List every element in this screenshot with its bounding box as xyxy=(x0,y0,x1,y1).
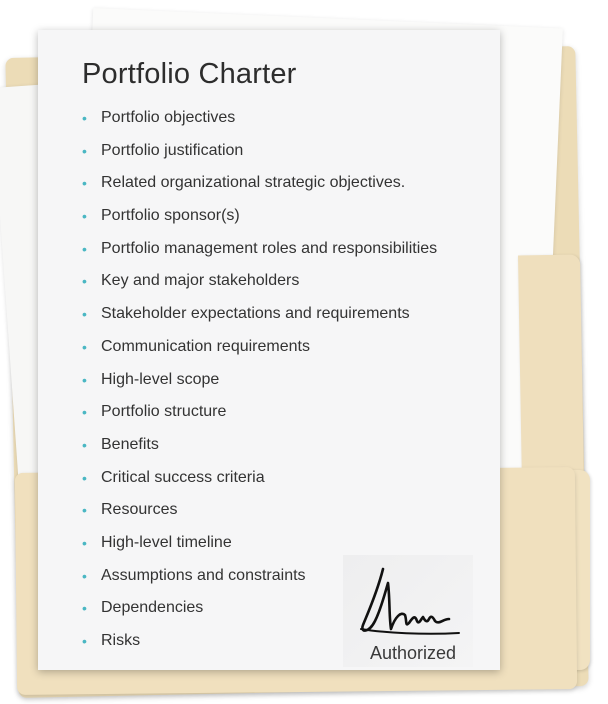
bullet-icon: • xyxy=(82,142,87,159)
bullet-icon: • xyxy=(82,633,87,649)
list-item xyxy=(82,302,437,335)
signature-icon xyxy=(355,563,465,643)
authorized-label: Authorized xyxy=(370,643,457,663)
bullet-icon: • xyxy=(82,436,87,453)
list-item-label: Risks xyxy=(101,632,141,649)
list-item xyxy=(82,237,437,270)
list-item-label: Related organizational strategic objectives. xyxy=(101,174,406,192)
bullet-icon: • xyxy=(82,469,87,486)
list-item xyxy=(82,498,437,531)
bullet-icon: • xyxy=(82,371,87,388)
list-item-label: Portfolio structure xyxy=(101,403,227,421)
bullet-icon: • xyxy=(82,567,87,584)
page-title: Portfolio Charter xyxy=(82,58,297,90)
bullet-icon: • xyxy=(82,273,87,290)
list-item-label: Key and major stakeholders xyxy=(101,272,300,290)
list-item-label: Benefits xyxy=(101,435,159,453)
list-item xyxy=(82,106,437,139)
bullet-icon: • xyxy=(82,175,87,192)
list-item-label: Portfolio objectives xyxy=(101,109,236,126)
list-item xyxy=(82,171,437,204)
list-item-label: Assumptions and constraints xyxy=(101,566,306,584)
list-item-label: Portfolio management roles and responsibilities xyxy=(101,239,438,257)
list-item xyxy=(82,335,437,368)
bullet-icon: • xyxy=(82,338,87,355)
list-item xyxy=(82,139,437,172)
list-item-label: Portfolio sponsor(s) xyxy=(101,207,240,225)
list-item xyxy=(82,368,437,401)
list-item xyxy=(82,400,437,433)
list-item xyxy=(82,433,437,466)
list-item-label: High-level timeline xyxy=(101,533,232,551)
folder-tab xyxy=(518,254,584,485)
bullet-icon: • xyxy=(82,502,87,519)
bullet-icon: • xyxy=(82,534,87,551)
bullet-icon: • xyxy=(82,208,87,225)
list-item-label: Resources xyxy=(101,501,178,519)
list-item-label: High-level scope xyxy=(101,370,220,388)
signature-block xyxy=(343,555,473,667)
bullet-icon: • xyxy=(82,306,87,323)
list-item-label: Communication requirements xyxy=(101,337,310,355)
list-item-label: Critical success criteria xyxy=(101,468,265,486)
list-item xyxy=(82,466,437,499)
bullet-icon: • xyxy=(82,600,87,617)
list-item-label: Stakeholder expectations and requirements xyxy=(101,305,410,323)
list-item-label: Portfolio justification xyxy=(101,141,244,159)
list-item xyxy=(82,269,437,302)
bullet-icon: • xyxy=(82,110,87,126)
bullet-icon: • xyxy=(82,404,87,421)
list-item xyxy=(82,204,437,237)
charter-sheet xyxy=(38,30,500,670)
bullet-icon: • xyxy=(82,240,87,257)
list-item-label: Dependencies xyxy=(101,599,204,617)
